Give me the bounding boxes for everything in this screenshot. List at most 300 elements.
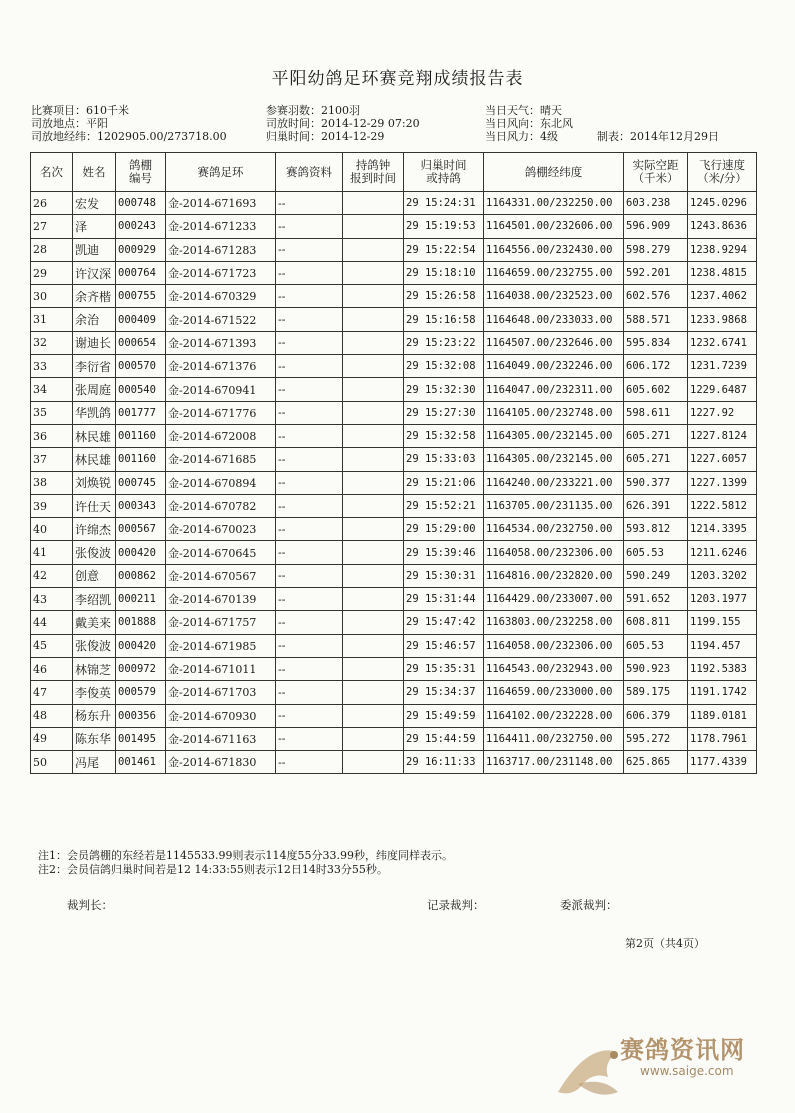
- cell-loft-coords: 1164501.00/232606.00: [484, 215, 624, 238]
- cell-name: 林民雄: [73, 448, 116, 471]
- cell-ring: 金-2014-672008: [166, 424, 276, 447]
- cell-speed: 1199.155: [688, 611, 757, 634]
- cell-name: 许仕天: [73, 494, 116, 517]
- col-loft-no: 鸽棚 编号: [116, 153, 166, 192]
- cell-clock: [343, 727, 404, 750]
- cell-name: 创意: [73, 564, 116, 587]
- cell-distance: 606.379: [624, 704, 688, 727]
- cell-return-time: 29 15:47:42: [404, 611, 484, 634]
- cell-name: 余齐楷: [73, 285, 116, 308]
- cell-ring: 金-2014-671393: [166, 331, 276, 354]
- col-rank: 名次: [31, 153, 73, 192]
- cell-loft: 000972: [116, 657, 166, 680]
- cell-loft: 000929: [116, 238, 166, 261]
- cell-loft: 000420: [116, 634, 166, 657]
- cell-ring: 金-2014-671703: [166, 681, 276, 704]
- cell-clock: [343, 378, 404, 401]
- release-time: 司放时间：2014-12-29 07:20: [266, 117, 420, 130]
- cell-name: 林民雄: [73, 424, 116, 447]
- cell-ring: 金-2014-671757: [166, 611, 276, 634]
- table-row: [31, 355, 757, 378]
- cell-info: --: [276, 378, 343, 401]
- cell-distance: 605.53: [624, 541, 688, 564]
- cell-loft: 000764: [116, 261, 166, 284]
- cell-name: 李衍省: [73, 355, 116, 378]
- cell-ring: 金-2014-670941: [166, 378, 276, 401]
- cell-info: --: [276, 401, 343, 424]
- table-row: [31, 494, 757, 517]
- cell-info: --: [276, 588, 343, 611]
- cell-rank: 49: [31, 727, 73, 750]
- wind-force: 当日风力：4级: [485, 130, 558, 143]
- cell-info: --: [276, 238, 343, 261]
- cell-speed: 1203.1977: [688, 588, 757, 611]
- table-row: [31, 541, 757, 564]
- cell-rank: 47: [31, 681, 73, 704]
- cell-info: --: [276, 727, 343, 750]
- cell-distance: 625.865: [624, 751, 688, 774]
- cell-speed: 1192.5383: [688, 657, 757, 680]
- cell-info: --: [276, 541, 343, 564]
- cell-speed: 1203.3202: [688, 564, 757, 587]
- cell-info: --: [276, 564, 343, 587]
- cell-clock: [343, 331, 404, 354]
- cell-clock: [343, 681, 404, 704]
- cell-distance: 602.576: [624, 285, 688, 308]
- cell-info: --: [276, 471, 343, 494]
- cell-loft: 000409: [116, 308, 166, 331]
- chief-referee-label: 裁判长：: [67, 898, 113, 912]
- weather: 当日天气：晴天: [485, 104, 562, 117]
- table-row: [31, 448, 757, 471]
- col-info: 赛鸽资料: [276, 153, 343, 192]
- cell-name: 华凯鸽: [73, 401, 116, 424]
- cell-loft: 000567: [116, 518, 166, 541]
- cell-rank: 28: [31, 238, 73, 261]
- cell-return-time: 29 15:29:00: [404, 518, 484, 541]
- made-on: 制表：2014年12月29日: [597, 130, 719, 143]
- cell-info: --: [276, 192, 343, 215]
- cell-clock: [343, 564, 404, 587]
- cell-info: --: [276, 261, 343, 284]
- record-referee-label: 记录裁判：: [427, 898, 485, 912]
- table-row: [31, 192, 757, 215]
- cell-loft: 000211: [116, 588, 166, 611]
- cell-loft: 000748: [116, 192, 166, 215]
- wind-direction: 当日风向：东北风: [485, 117, 573, 130]
- cell-speed: 1232.6741: [688, 331, 757, 354]
- cell-distance: 626.391: [624, 494, 688, 517]
- cell-loft: 000755: [116, 285, 166, 308]
- table-row: [31, 331, 757, 354]
- cell-rank: 48: [31, 704, 73, 727]
- cell-return-time: 29 15:44:59: [404, 727, 484, 750]
- cell-loft-coords: 1164305.00/232145.00: [484, 424, 624, 447]
- cell-loft: 001888: [116, 611, 166, 634]
- cell-rank: 30: [31, 285, 73, 308]
- cell-name: 凯迪: [73, 238, 116, 261]
- cell-speed: 1189.0181: [688, 704, 757, 727]
- col-name: 姓名: [73, 153, 116, 192]
- cell-speed: 1191.1742: [688, 681, 757, 704]
- cell-speed: 1227.8124: [688, 424, 757, 447]
- note-1: 注1：会员鸽棚的东经若是1145533.99则表示114度55分33.99秒，纬度同样表示。: [38, 849, 453, 862]
- cell-return-time: 29 15:34:37: [404, 681, 484, 704]
- cell-speed: 1227.92: [688, 401, 757, 424]
- col-distance: 实际空距 （千米）: [624, 153, 688, 192]
- cell-speed: 1211.6246: [688, 541, 757, 564]
- table-row: [31, 634, 757, 657]
- cell-distance: 605.53: [624, 634, 688, 657]
- release-coords: 司放地经纬：1202905.00/273718.00: [31, 130, 227, 143]
- table-row: [31, 261, 757, 284]
- cell-loft-coords: 1164049.00/232246.00: [484, 355, 624, 378]
- cell-loft: 000540: [116, 378, 166, 401]
- cell-distance: 589.175: [624, 681, 688, 704]
- cell-loft: 000654: [116, 331, 166, 354]
- cell-return-time: 29 15:22:54: [404, 238, 484, 261]
- cell-return-time: 29 15:33:03: [404, 448, 484, 471]
- cell-name: 刘焕锐: [73, 471, 116, 494]
- page-number: 第2页（共4页）: [625, 937, 705, 950]
- cell-clock: [343, 424, 404, 447]
- cell-name: 宏发: [73, 192, 116, 215]
- cell-loft-coords: 1163717.00/231148.00: [484, 751, 624, 774]
- cell-loft-coords: 1164543.00/232943.00: [484, 657, 624, 680]
- cell-clock: [343, 541, 404, 564]
- cell-rank: 27: [31, 215, 73, 238]
- cell-loft: 000243: [116, 215, 166, 238]
- cell-info: --: [276, 448, 343, 471]
- cell-name: 戴美来: [73, 611, 116, 634]
- race-item: 比赛项目：610千米: [31, 104, 129, 117]
- cell-return-time: 29 15:31:44: [404, 588, 484, 611]
- cell-return-time: 29 15:52:21: [404, 494, 484, 517]
- cell-info: --: [276, 657, 343, 680]
- cell-name: 杨东升: [73, 704, 116, 727]
- cell-rank: 32: [31, 331, 73, 354]
- cell-speed: 1227.1399: [688, 471, 757, 494]
- cell-loft-coords: 1164105.00/232748.00: [484, 401, 624, 424]
- table-row: [31, 424, 757, 447]
- cell-loft: 001777: [116, 401, 166, 424]
- cell-speed: 1243.8636: [688, 215, 757, 238]
- cell-loft: 000579: [116, 681, 166, 704]
- table-row: [31, 681, 757, 704]
- cell-clock: [343, 261, 404, 284]
- cell-clock: [343, 611, 404, 634]
- col-clock: 持鸽钟 报到时间: [343, 153, 404, 192]
- cell-speed: 1233.9868: [688, 308, 757, 331]
- cell-loft: 001160: [116, 424, 166, 447]
- cell-rank: 29: [31, 261, 73, 284]
- cell-distance: 593.812: [624, 518, 688, 541]
- table-row: [31, 704, 757, 727]
- cell-info: --: [276, 331, 343, 354]
- table-body: [31, 192, 757, 774]
- table-header-row: [31, 153, 757, 192]
- table-row: [31, 471, 757, 494]
- cell-ring: 金-2014-670930: [166, 704, 276, 727]
- cell-return-time: 29 15:21:06: [404, 471, 484, 494]
- cell-speed: 1237.4062: [688, 285, 757, 308]
- cell-loft: 000420: [116, 541, 166, 564]
- cell-distance: 605.271: [624, 448, 688, 471]
- cell-speed: 1214.3395: [688, 518, 757, 541]
- cell-loft-coords: 1164534.00/232750.00: [484, 518, 624, 541]
- cell-loft-coords: 1164058.00/232306.00: [484, 541, 624, 564]
- cell-return-time: 29 15:30:31: [404, 564, 484, 587]
- cell-loft: 000862: [116, 564, 166, 587]
- cell-clock: [343, 401, 404, 424]
- col-ring: 赛鸽足环: [166, 153, 276, 192]
- table-row: [31, 238, 757, 261]
- cell-rank: 46: [31, 657, 73, 680]
- cell-distance: 590.923: [624, 657, 688, 680]
- cell-info: --: [276, 681, 343, 704]
- cell-clock: [343, 192, 404, 215]
- cell-speed: 1178.7961: [688, 727, 757, 750]
- table-row: [31, 657, 757, 680]
- cell-name: 李绍凯: [73, 588, 116, 611]
- cell-clock: [343, 704, 404, 727]
- cell-loft-coords: 1164102.00/232228.00: [484, 704, 624, 727]
- cell-loft-coords: 1163705.00/231135.00: [484, 494, 624, 517]
- cell-ring: 金-2014-671283: [166, 238, 276, 261]
- cell-rank: 44: [31, 611, 73, 634]
- cell-distance: 590.377: [624, 471, 688, 494]
- cell-distance: 595.834: [624, 331, 688, 354]
- cell-speed: 1222.5812: [688, 494, 757, 517]
- cell-distance: 605.271: [624, 424, 688, 447]
- cell-ring: 金-2014-671776: [166, 401, 276, 424]
- cell-clock: [343, 308, 404, 331]
- table-row: [31, 727, 757, 750]
- cell-distance: 598.611: [624, 401, 688, 424]
- cell-return-time: 29 15:18:10: [404, 261, 484, 284]
- cell-rank: 33: [31, 355, 73, 378]
- cell-loft-coords: 1163803.00/232258.00: [484, 611, 624, 634]
- cell-info: --: [276, 634, 343, 657]
- cell-return-time: 29 15:32:58: [404, 424, 484, 447]
- cell-loft-coords: 1164058.00/232306.00: [484, 634, 624, 657]
- cell-name: 张俊波: [73, 541, 116, 564]
- cell-clock: [343, 471, 404, 494]
- cell-name: 张周庭: [73, 378, 116, 401]
- cell-rank: 41: [31, 541, 73, 564]
- cell-info: --: [276, 704, 343, 727]
- cell-distance: 590.249: [624, 564, 688, 587]
- cell-speed: 1238.9294: [688, 238, 757, 261]
- cell-clock: [343, 518, 404, 541]
- cell-ring: 金-2014-671985: [166, 634, 276, 657]
- cell-ring: 金-2014-670139: [166, 588, 276, 611]
- cell-return-time: 29 15:19:53: [404, 215, 484, 238]
- cell-name: 泽: [73, 215, 116, 238]
- cell-loft-coords: 1164648.00/233033.00: [484, 308, 624, 331]
- cell-name: 余治: [73, 308, 116, 331]
- cell-loft-coords: 1164556.00/232430.00: [484, 238, 624, 261]
- cell-distance: 603.238: [624, 192, 688, 215]
- table-row: [31, 588, 757, 611]
- cell-loft: 001495: [116, 727, 166, 750]
- cell-ring: 金-2014-671233: [166, 215, 276, 238]
- cell-rank: 37: [31, 448, 73, 471]
- cell-speed: 1194.457: [688, 634, 757, 657]
- cell-rank: 31: [31, 308, 73, 331]
- cell-speed: 1229.6487: [688, 378, 757, 401]
- cell-loft-coords: 1164240.00/233221.00: [484, 471, 624, 494]
- cell-loft-coords: 1164331.00/232250.00: [484, 192, 624, 215]
- cell-ring: 金-2014-671011: [166, 657, 276, 680]
- cell-clock: [343, 238, 404, 261]
- cell-loft-coords: 1164659.00/232755.00: [484, 261, 624, 284]
- cell-ring: 金-2014-671522: [166, 308, 276, 331]
- cell-info: --: [276, 355, 343, 378]
- cell-rank: 42: [31, 564, 73, 587]
- cell-speed: 1245.0296: [688, 192, 757, 215]
- cell-info: --: [276, 611, 343, 634]
- cell-info: --: [276, 518, 343, 541]
- col-coords: 鸽棚经纬度: [484, 153, 624, 192]
- cell-loft-coords: 1164659.00/233000.00: [484, 681, 624, 704]
- cell-clock: [343, 588, 404, 611]
- table-row: [31, 378, 757, 401]
- cell-ring: 金-2014-671693: [166, 192, 276, 215]
- cell-distance: 592.201: [624, 261, 688, 284]
- cell-speed: 1177.4339: [688, 751, 757, 774]
- cell-info: --: [276, 751, 343, 774]
- cell-clock: [343, 657, 404, 680]
- col-return: 归巢时间 或持鸽: [404, 153, 484, 192]
- entries: 参赛羽数：2100羽: [266, 104, 360, 117]
- cell-name: 林锦芝: [73, 657, 116, 680]
- cell-return-time: 29 15:26:58: [404, 285, 484, 308]
- cell-clock: [343, 634, 404, 657]
- col-speed: 飞行速度 （米/分）: [688, 153, 757, 192]
- cell-ring: 金-2014-671830: [166, 751, 276, 774]
- release-place: 司放地点：平阳: [31, 117, 108, 130]
- cell-ring: 金-2014-670567: [166, 564, 276, 587]
- cell-rank: 45: [31, 634, 73, 657]
- cell-distance: 606.172: [624, 355, 688, 378]
- cell-loft: 000343: [116, 494, 166, 517]
- cell-speed: 1231.7239: [688, 355, 757, 378]
- cell-return-time: 29 15:35:31: [404, 657, 484, 680]
- cell-rank: 26: [31, 192, 73, 215]
- cell-info: --: [276, 215, 343, 238]
- cell-loft-coords: 1164816.00/232820.00: [484, 564, 624, 587]
- cell-name: 谢迪长: [73, 331, 116, 354]
- cell-ring: 金-2014-670782: [166, 494, 276, 517]
- cell-rank: 43: [31, 588, 73, 611]
- cell-return-time: 29 15:16:58: [404, 308, 484, 331]
- cell-loft-coords: 1164047.00/232311.00: [484, 378, 624, 401]
- cell-rank: 34: [31, 378, 73, 401]
- return-time: 归巢时间：2014-12-29: [266, 130, 385, 143]
- cell-rank: 50: [31, 751, 73, 774]
- cell-name: 李俊英: [73, 681, 116, 704]
- cell-rank: 39: [31, 494, 73, 517]
- cell-loft-coords: 1164038.00/232523.00: [484, 285, 624, 308]
- cell-ring: 金-2014-671685: [166, 448, 276, 471]
- cell-return-time: 29 15:46:57: [404, 634, 484, 657]
- cell-return-time: 29 15:49:59: [404, 704, 484, 727]
- table-row: [31, 611, 757, 634]
- cell-clock: [343, 285, 404, 308]
- cell-name: 张俊波: [73, 634, 116, 657]
- table-row: [31, 285, 757, 308]
- cell-clock: [343, 215, 404, 238]
- cell-rank: 35: [31, 401, 73, 424]
- cell-name: 许绵杰: [73, 518, 116, 541]
- cell-loft: 000570: [116, 355, 166, 378]
- results-table: [30, 152, 757, 774]
- cell-distance: 605.602: [624, 378, 688, 401]
- cell-name: 许汉深: [73, 261, 116, 284]
- cell-distance: 595.272: [624, 727, 688, 750]
- cell-info: --: [276, 494, 343, 517]
- table-row: [31, 308, 757, 331]
- cell-return-time: 29 15:32:08: [404, 355, 484, 378]
- cell-distance: 598.279: [624, 238, 688, 261]
- cell-distance: 608.811: [624, 611, 688, 634]
- watermark-url: www.saige.com: [640, 1064, 734, 1078]
- watermark-brand: 赛鸽资讯网: [620, 1036, 745, 1064]
- cell-loft: 001160: [116, 448, 166, 471]
- cell-distance: 591.652: [624, 588, 688, 611]
- cell-loft-coords: 1164507.00/232646.00: [484, 331, 624, 354]
- cell-loft-coords: 1164305.00/232145.00: [484, 448, 624, 471]
- table-row: [31, 215, 757, 238]
- cell-loft: 000745: [116, 471, 166, 494]
- cell-info: --: [276, 285, 343, 308]
- cell-return-time: 29 16:11:33: [404, 751, 484, 774]
- cell-distance: 588.571: [624, 308, 688, 331]
- table-row: [31, 751, 757, 774]
- cell-rank: 40: [31, 518, 73, 541]
- cell-ring: 金-2014-671376: [166, 355, 276, 378]
- cell-speed: 1238.4815: [688, 261, 757, 284]
- cell-ring: 金-2014-671723: [166, 261, 276, 284]
- cell-ring: 金-2014-670329: [166, 285, 276, 308]
- cell-return-time: 29 15:24:31: [404, 192, 484, 215]
- cell-return-time: 29 15:23:22: [404, 331, 484, 354]
- cell-loft-coords: 1164429.00/233007.00: [484, 588, 624, 611]
- table-row: [31, 564, 757, 587]
- table-row: [31, 401, 757, 424]
- cell-return-time: 29 15:27:30: [404, 401, 484, 424]
- cell-return-time: 29 15:39:46: [404, 541, 484, 564]
- cell-loft: 001461: [116, 751, 166, 774]
- cell-return-time: 29 15:32:30: [404, 378, 484, 401]
- cell-rank: 38: [31, 471, 73, 494]
- appointed-referee-label: 委派裁判：: [560, 898, 618, 912]
- cell-clock: [343, 494, 404, 517]
- cell-clock: [343, 751, 404, 774]
- cell-loft-coords: 1164411.00/232750.00: [484, 727, 624, 750]
- cell-name: 陈东华: [73, 727, 116, 750]
- note-2: 注2：会员信鸽归巢时间若是12 14:33:55则表示12日14时33分55秒。: [38, 863, 388, 876]
- cell-ring: 金-2014-670645: [166, 541, 276, 564]
- page-title: 平阳幼鸽足环赛竞翔成绩报告表: [271, 69, 524, 89]
- cell-clock: [343, 448, 404, 471]
- cell-name: 冯尾: [73, 751, 116, 774]
- cell-info: --: [276, 308, 343, 331]
- cell-ring: 金-2014-670023: [166, 518, 276, 541]
- cell-speed: 1227.6057: [688, 448, 757, 471]
- cell-ring: 金-2014-671163: [166, 727, 276, 750]
